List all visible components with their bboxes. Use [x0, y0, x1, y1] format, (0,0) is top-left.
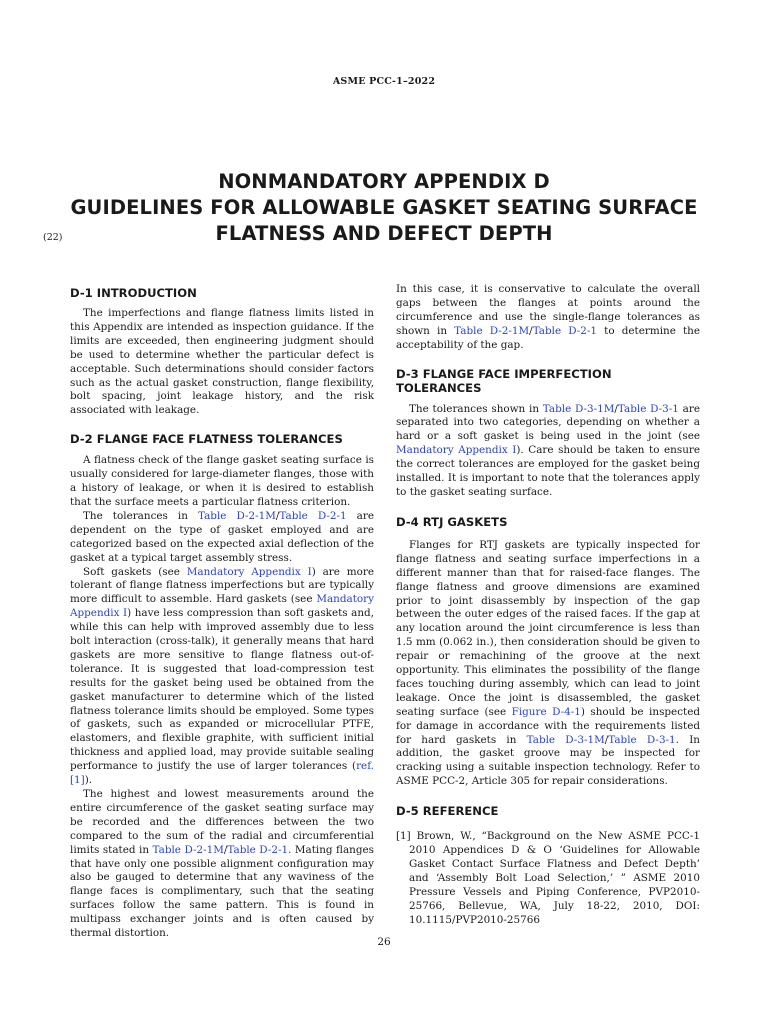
- table-d-3-1m-link[interactable]: Table D-3-1M: [526, 733, 605, 746]
- section-heading-d5: D-5 REFERENCE: [396, 804, 499, 819]
- d2-paragraph-2: The tolerances in Table D-2-1M/Table D-2-1 are dependent on the type of gasket employed and are categorized based on the expected axial deflection of the gasket at a typical target assembly stress.: [70, 509, 374, 564]
- section-heading-d3: D-3 FLANGE FACE IMPERFECTION TOLERANCES: [396, 366, 612, 395]
- d3-paragraph: The tolerances shown in Table D-3-1M/Table D-3-1 are separated into two categories, depending on whether a hard or a soft gasket is being used in the joint (see Mandatory Appendix I). Care should be taken to ensure the correct tolerances are employed for the gasket being installed. It is important to note that the tolerances apply to the gasket seating surface.: [396, 402, 700, 498]
- page-number: 26: [377, 936, 391, 948]
- left-column: [70, 286, 374, 941]
- section-heading-d2: D-2 FLANGE FACE FLATNESS TOLERANCES: [70, 432, 343, 447]
- table-d-3-1-link[interactable]: Table D-3-1: [617, 402, 679, 415]
- mandatory-appendix-i-link[interactable]: Mandatory Appendix I: [186, 565, 312, 578]
- running-header: ASME PCC-1–2022: [332, 76, 436, 87]
- mandatory-appendix-i-link[interactable]: Mandatory Appendix I: [396, 444, 517, 457]
- appendix-title-line-1: NONMANDATORY APPENDIX D: [218, 170, 550, 193]
- right-column: [396, 283, 700, 928]
- d2-paragraph-4: The highest and lowest measurements around the entire circumference of the gasket seating surface may be recorded and the differences between the two compared to the sum of the radial and circumferential limits stated in Table D-2-1M/Table D-2-1. Mating flanges that have only one possible alignment configuration may also be gauged to determine that any waviness of the flange faces is complimentary, such that the seating surfaces follow the same pattern. This is found in multipass exchanger joints and is often caused by thermal distortion.: [70, 788, 374, 940]
- appendix-title-line-2: GUIDELINES FOR ALLOWABLE GASKET SEATING SURFACE: [70, 196, 698, 219]
- figure-d-4-1-link[interactable]: Figure D-4-1: [511, 705, 581, 718]
- table-d-2-1-link[interactable]: Table D-2-1: [227, 843, 289, 856]
- section-heading-d4: D-4 RTJ GASKETS: [396, 514, 508, 529]
- reference-1-link[interactable]: ref. [1]: [70, 760, 374, 787]
- table-d-2-1m-link[interactable]: Table D-2-1M: [454, 324, 530, 337]
- d4-paragraph: Flanges for RTJ gaskets are typically inspected for flange flatness and seating surface imperfections in a different manner than that for raised-face flanges. The flange flatness and groove dimensions are examined prior to joint disassembly by inspection of the gap between the outer edges of the raised faces. If the gap at any location around the joint circumference is less than 1.5 mm (0.062 in.), then consideration should be given to repair or remachining of the groove at the next opportunity. This eliminates the possibility of the flange faces touching during assembly, which can lead to joint leakage. Once the joint is disassembled, the gasket seating surface (see Figure D-4-1) should be inspected for damage in accordance with the requirements listed for hard gaskets in Table D-3-1M/Table D-3-1. In addition, the gasket groove may be inspected for cracking using a suitable inspection technology. Refer to ASME PCC-2, Article 305 for repair considerations.: [396, 538, 700, 788]
- d2-paragraph-1: A flatness check of the flange gasket seating surface is usually considered for large-diameter flanges, those with a history of leakage, or when it is desired to establish that the surface meets a particular flatness criterion.: [70, 454, 374, 508]
- d2-paragraph-5: In this case, it is conservative to calculate the overall gaps between the flanges at points around the circumference and use the single-flange tolerances as shown in Table D-2-1M/Table D-2-1 to determine the acceptability of the gap.: [396, 283, 701, 351]
- d1-paragraph: The imperfections and flange flatness limits listed in this Appendix are intended as inspection guidance. If the limits are exceeded, then engineering judgment should be used to determine whether the particular defect is acceptable. Such determinations should consider factors such as the actual gasket construction, flange flexibility, bolt spacing, joint leakage history, and the risk associated with leakage.: [70, 307, 374, 417]
- section-heading-d1: D-1 INTRODUCTION: [70, 286, 197, 300]
- appendix-title-line-3: FLATNESS AND DEFECT DEPTH: [215, 222, 553, 245]
- revision-tag: (22): [43, 232, 63, 243]
- mandatory-appendix-i-link[interactable]: Mandatory Appendix I: [70, 593, 374, 620]
- table-d-2-1m-link[interactable]: Table D-2-1M: [197, 509, 276, 522]
- table-d-3-1-link[interactable]: Table D-3-1: [608, 733, 676, 746]
- table-d-3-1m-link[interactable]: Table D-3-1M: [542, 402, 615, 415]
- table-d-2-1m-link[interactable]: Table D-2-1M: [152, 843, 224, 856]
- table-d-2-1-link[interactable]: Table D-2-1: [532, 324, 598, 337]
- table-d-2-1-link[interactable]: Table D-2-1: [279, 509, 347, 522]
- d2-paragraph-3: Soft gaskets (see Mandatory Appendix I) are more tolerant of flange flatness imperfections but are typically more difficult to assemble. Hard gaskets (see Mandatory Appendix I) have less compression than soft gaskets and, while this can help with improved assembly due to less bolt interaction (cross-talk), it generally means that hard gaskets are more sensitive to flange flatness out-of-tolerance. It is suggested that load-compression test results for the gasket being used be obtained from the gasket manufacturer to determine which of the listed flatness tolerance limits should be employed. Some types of gaskets, such as expanded or microcellular PTFE, elastomers, and flexible graphite, with sufficient initial thickness and applied load, may provide suitable sealing performance to justify the use of larger tolerances (ref. [1]).: [70, 565, 375, 787]
- reference-item-1: [1] Brown, W., “Background on the New ASME PCC-1 2010 Appendices D & O ‘Guidelines for Allowable Gasket Contact Surface Flatness and Defect Depth’ and ‘Assembly Bolt Load Selection,’ ” ASME 2010 Pressure Vessels and Piping Conference, PVP2010-25766, Bellevue, WA, July 18-22, 2010, DOI: 10.1115/PVP2010-25766: [396, 830, 700, 926]
